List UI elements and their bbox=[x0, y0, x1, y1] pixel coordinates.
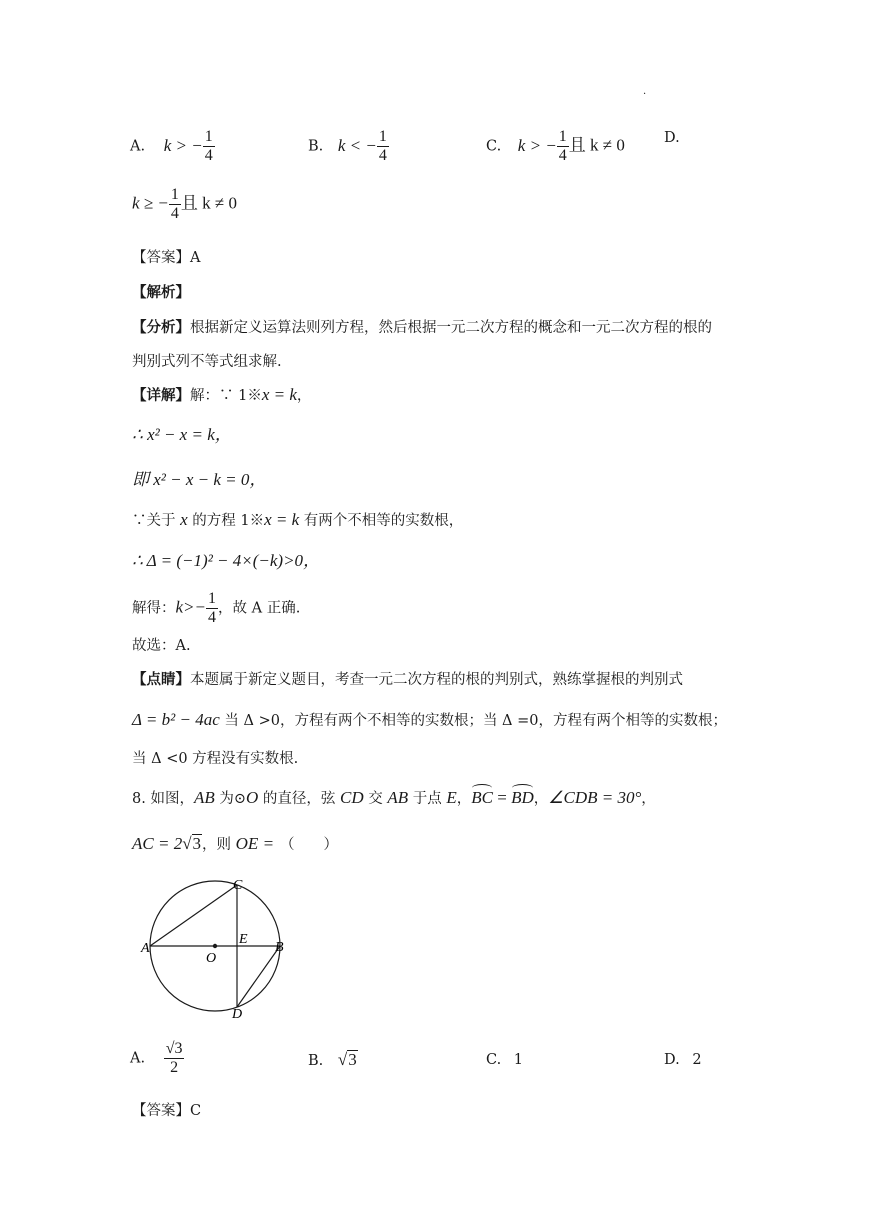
detail-line5-math: ∴ Δ = (−1)² − 4×(−k)>0， bbox=[132, 551, 321, 570]
detail-line4-c: 的方程 1※ bbox=[187, 513, 265, 529]
center-point bbox=[213, 944, 217, 948]
analysis-fen-line1 bbox=[132, 318, 712, 338]
detail-line4-d: x = k bbox=[264, 510, 300, 529]
dianjing-line2-text: 当 Δ >0，方程有两个不相等的实数根；当 Δ =0，方程有两个相等的实数根； bbox=[224, 713, 728, 729]
q8-ab-2: AB bbox=[387, 788, 409, 807]
analysis-heading: 【解析】 bbox=[132, 284, 190, 301]
detail-line6 bbox=[132, 590, 300, 627]
q8-option-c-value: 1 bbox=[513, 1052, 524, 1068]
detail-line6-fraction bbox=[206, 590, 218, 627]
q8-text-l: ， bbox=[533, 791, 549, 807]
option-d bbox=[132, 186, 237, 223]
q8-text-k: ， bbox=[456, 791, 472, 807]
q8-option-b bbox=[308, 1050, 358, 1071]
q8-option-a bbox=[130, 1040, 184, 1077]
option-a-expr: k > − bbox=[163, 135, 203, 155]
q8-number: 8. 如图， bbox=[132, 791, 194, 807]
fraction-denominator: 4 bbox=[208, 609, 216, 626]
q8-o: O bbox=[246, 788, 259, 807]
analysis-fen-prefix: 【分析】 bbox=[132, 319, 190, 336]
detail-line2 bbox=[132, 425, 232, 446]
detail-line3-math: 即 x² − x − k = 0， bbox=[132, 470, 267, 489]
dianjing-line2 bbox=[132, 710, 727, 731]
page-dot: . bbox=[643, 86, 647, 97]
option-a-label: A. bbox=[130, 138, 146, 155]
q8-blank: （ ） bbox=[280, 837, 339, 853]
dianjing-line1 bbox=[132, 670, 683, 690]
q8-e: E bbox=[446, 788, 457, 807]
detail-line2-math: ∴ x² − x = k， bbox=[132, 425, 232, 444]
detail-line1-math: x = k bbox=[261, 385, 297, 404]
analysis-fen-text: 根据新定义运算法则列方程，然后根据一元二次方程的概念和一元二次方程的根的 bbox=[190, 320, 712, 336]
fraction-numerator: 1 bbox=[378, 128, 387, 145]
circle-figure bbox=[130, 870, 310, 1025]
option-c-fraction bbox=[557, 128, 569, 165]
dianjing-line1-text: 本题属于新定义题目，考查一元二次方程的根的判别式，熟练掌握根的判别式 bbox=[190, 672, 683, 688]
option-c-label: C. bbox=[486, 138, 502, 155]
q8-line2 bbox=[132, 834, 338, 855]
q8-option-d bbox=[664, 1050, 702, 1070]
detail-line6-c: ，故 A 正确. bbox=[218, 600, 301, 617]
label-d: D bbox=[232, 1007, 243, 1022]
q8-text-i: 于点 bbox=[408, 791, 447, 807]
option-a bbox=[130, 128, 215, 165]
q8-text-c: 为⊙ bbox=[214, 791, 246, 807]
q8-ab: AB bbox=[193, 788, 215, 807]
q8-equals: = bbox=[492, 788, 512, 807]
option-d-fraction bbox=[169, 186, 181, 223]
answer-q8: 【答案】C bbox=[132, 1103, 202, 1119]
label-a: A bbox=[141, 941, 150, 956]
option-d-expr: k ≥ − bbox=[132, 193, 169, 213]
analysis-fen-line2: 判别式列不等式组求解. bbox=[132, 354, 282, 370]
fraction-numerator: 1 bbox=[208, 590, 216, 607]
q8-oe: OE = bbox=[235, 834, 275, 853]
option-d-label: D. bbox=[664, 130, 680, 146]
option-c bbox=[486, 128, 625, 165]
choose-line: 故选：A. bbox=[132, 638, 191, 654]
detail-line5 bbox=[132, 551, 320, 572]
option-b bbox=[308, 128, 389, 165]
dianjing-line3: 当 Δ <0 方程没有实数根. bbox=[132, 751, 299, 767]
detail-line4-b: x bbox=[180, 510, 188, 529]
fraction-denominator: 4 bbox=[378, 147, 387, 164]
q8-sqrt-value: 3 bbox=[192, 834, 202, 853]
q8-option-b-label: B. bbox=[308, 1053, 324, 1069]
q8-text-e: 的直径，弦 bbox=[258, 791, 340, 807]
q8-text-g: 交 bbox=[363, 791, 388, 807]
detail-line4-e: 有两个不相等的实数根， bbox=[299, 513, 464, 529]
fraction-numerator: 1 bbox=[170, 186, 179, 203]
sqrt-sign: √ bbox=[182, 834, 192, 853]
option-d-label-row bbox=[664, 128, 680, 148]
detail-line1-tail: ， bbox=[296, 388, 312, 404]
option-b-label: B. bbox=[308, 138, 324, 155]
answer-q7: 【答案】A bbox=[132, 250, 201, 266]
option-c-expr: k > − bbox=[517, 135, 557, 155]
q8-option-b-value: 3 bbox=[348, 1050, 357, 1069]
q8-ac: AC = 2 bbox=[132, 834, 183, 853]
option-a-fraction bbox=[203, 128, 215, 165]
q8-option-a-fraction bbox=[164, 1040, 185, 1077]
label-c: C bbox=[233, 878, 243, 893]
option-b-expr: k < − bbox=[337, 135, 377, 155]
q8-option-d-value: 2 bbox=[692, 1052, 702, 1068]
detail-line6-a: 解得： bbox=[132, 600, 176, 617]
option-c-tail: 且 k ≠ 0 bbox=[568, 135, 625, 155]
detail-line4 bbox=[132, 510, 463, 531]
option-b-fraction bbox=[377, 128, 389, 165]
sqrt-sign: √ bbox=[337, 1050, 348, 1069]
detail-line1 bbox=[132, 385, 311, 406]
q8-arc-bd: BD bbox=[511, 788, 534, 807]
q8-angle: ∠CDB = 30° bbox=[548, 788, 642, 807]
dianjing-line2-math: Δ = b² − 4ac bbox=[132, 710, 220, 729]
detail-line6-b: k>− bbox=[175, 597, 206, 617]
label-b: B bbox=[275, 940, 284, 955]
q8-text-m: ， bbox=[641, 791, 656, 807]
q8-arc-bc: BC bbox=[471, 788, 493, 807]
detail-line1-text: 解：∵ 1※ bbox=[190, 388, 262, 404]
segment-bd bbox=[237, 946, 280, 1007]
label-e: E bbox=[239, 932, 248, 947]
fraction-numerator: 1 bbox=[204, 128, 213, 145]
fraction-denominator: 4 bbox=[558, 147, 567, 164]
q8-option-d-label: D. bbox=[664, 1052, 680, 1068]
detail-line4-a: ∵关于 bbox=[132, 513, 181, 529]
q8-cd: CD bbox=[340, 788, 364, 807]
fraction-numerator: 1 bbox=[558, 128, 567, 145]
q8-text-then: ，则 bbox=[202, 837, 236, 853]
fraction-numerator: √3 bbox=[165, 1040, 183, 1057]
q8-line1 bbox=[132, 788, 656, 809]
fraction-denominator: 4 bbox=[170, 205, 179, 222]
segment-ac bbox=[150, 885, 237, 946]
fraction-denominator: 4 bbox=[204, 147, 213, 164]
fraction-denominator: 2 bbox=[170, 1059, 179, 1076]
detail-line3 bbox=[132, 470, 266, 491]
option-d-tail: 且 k ≠ 0 bbox=[180, 193, 237, 213]
dianjing-prefix: 【点睛】 bbox=[132, 671, 190, 688]
label-o: O bbox=[206, 951, 217, 966]
q8-option-c bbox=[486, 1050, 523, 1070]
q8-option-c-label: C. bbox=[486, 1052, 502, 1068]
q8-option-a-label: A. bbox=[130, 1050, 146, 1067]
detail-prefix: 【详解】 bbox=[132, 387, 190, 404]
